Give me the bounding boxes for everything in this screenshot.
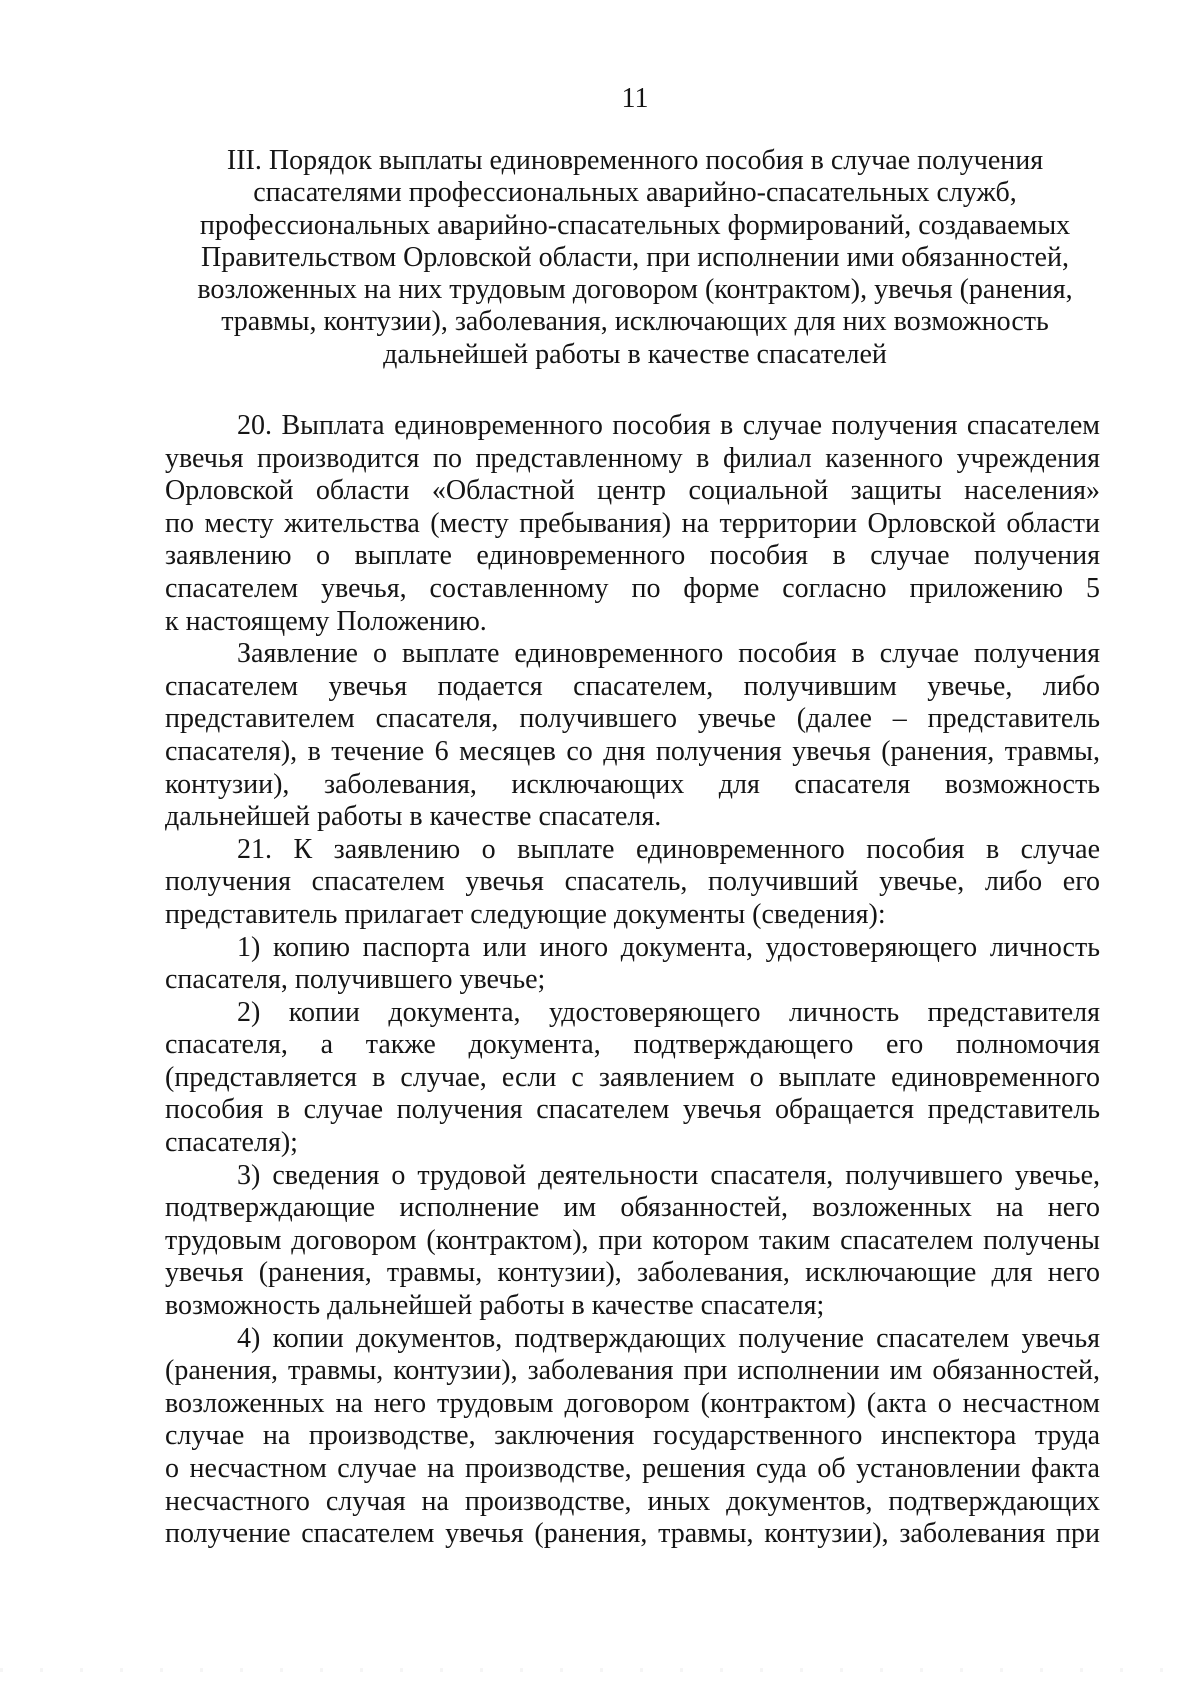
paragraph-line: 4) копии документов, подтверждающих получение спасателем увечья <box>237 1322 1100 1354</box>
paragraph-line: возможность дальнейшей работы в качестве спасателя; <box>165 1290 825 1322</box>
section-title-line: Правительством Орловской области, при исполнении ими обязанностей, <box>201 241 1069 273</box>
paragraph-line: увечья (ранения, травмы, контузии), заболевания, исключающие для него <box>165 1257 1100 1289</box>
paragraph-line: по месту жительства (месту пребывания) на территории Орловской области <box>165 507 1100 539</box>
paragraph-line: представитель прилагает следующие документы (сведения): <box>165 898 886 930</box>
section-title-line: спасателями профессиональных аварийно-спасательных служб, <box>253 177 1017 209</box>
paragraph <box>165 997 1100 1160</box>
document-body <box>165 410 1100 1551</box>
paragraph-line: 20. Выплата единовременного пособия в случае получения спасателем <box>237 410 1100 441</box>
paragraph-line: к настоящему Положению. <box>165 605 487 637</box>
paragraph-line: дальнейшей работы в качестве спасателя. <box>165 801 662 833</box>
paragraph-line: спасателя, а также документа, подтверждающего его полномочия <box>165 1029 1100 1061</box>
paragraph <box>165 834 1100 932</box>
paragraph-line: 21. К заявлению о выплате единовременного пособия в случае <box>237 833 1100 865</box>
paragraph <box>165 932 1100 997</box>
paragraph-line: спасателя), в течение 6 месяцев со дня получения увечья (ранения, травмы, <box>165 735 1100 767</box>
paragraph-line: (ранения, травмы, контузии), заболевания при исполнении им обязанностей, <box>165 1355 1100 1387</box>
paragraph-line: Заявление о выплате единовременного пособия в случае получения <box>237 638 1100 670</box>
section-title-line: травмы, контузии), заболевания, исключающих для них возможность <box>221 306 1049 338</box>
scan-artifact <box>0 1668 1200 1672</box>
paragraph-line: спасателя, получившего увечье; <box>165 964 546 996</box>
section-title-line: профессиональных аварийно-спасательных формирований, создаваемых <box>199 209 1071 241</box>
paragraph <box>165 410 1100 638</box>
section-title <box>165 145 1105 371</box>
paragraph-line: возложенных на него трудовым договором (контрактом) (акта о несчастном <box>165 1387 1100 1419</box>
section-title-line: III. Порядок выплаты единовременного пособия в случае получения <box>226 145 1044 176</box>
paragraph-line: Орловской области «Областной центр социальной защиты населения» <box>165 475 1100 507</box>
paragraph-line: (представляется в случае, если с заявлением о выплате единовременного <box>165 1061 1100 1093</box>
paragraph-line: 1) копию паспорта или иного документа, удостоверяющего личность <box>237 931 1100 963</box>
paragraph-line: 2) копии документа, удостоверяющего личность представителя <box>237 996 1100 1028</box>
section-title-line: возложенных на них трудовым договором (контрактом), увечья (ранения, <box>197 274 1073 306</box>
paragraph-line: несчастного случая на производстве, иных документов, подтверждающих <box>165 1485 1100 1517</box>
paragraph-line: получение спасателем увечья (ранения, травмы, контузии), заболевания при <box>165 1518 1100 1550</box>
paragraph-line: представителем спасателя, получившего увечье (далее – представитель <box>165 703 1100 735</box>
paragraph-line: спасателем увечья подается спасателем, получившим увечье, либо <box>165 670 1100 702</box>
section-title-line: дальнейшей работы в качестве спасателей <box>383 338 887 370</box>
paragraph-line: пособия в случае получения спасателем увечья обращается представитель <box>165 1094 1100 1126</box>
paragraph-line: контузии), заболевания, исключающих для спасателя возможность <box>165 768 1100 800</box>
paragraph-line: 3) сведения о трудовой деятельности спасателя, получившего увечье, <box>237 1159 1100 1191</box>
paragraph <box>165 1323 1100 1551</box>
paragraph-line: случае на производстве, заключения государственного инспектора труда <box>165 1420 1100 1452</box>
paragraph <box>165 638 1100 834</box>
paragraph-line: спасателем увечья, составленному по форме согласно приложению 5 <box>165 572 1100 604</box>
paragraph-line: увечья производится по представленному в филиал казенного учреждения <box>165 442 1100 474</box>
paragraph-line: трудовым договором (контрактом), при котором таким спасателем получены <box>165 1224 1100 1256</box>
paragraph-line: подтверждающие исполнение им обязанностей, возложенных на него <box>165 1192 1100 1224</box>
paragraph <box>165 1160 1100 1323</box>
paragraph-line: заявлению о выплате единовременного пособия в случае получения <box>165 540 1100 572</box>
page-number: 11 <box>621 83 649 114</box>
paragraph-line: спасателя); <box>165 1127 298 1159</box>
paragraph-line: о несчастном случае на производстве, решения суда об установлении факта <box>165 1453 1100 1484</box>
paragraph-line: получения спасателем увечья спасатель, получивший увечье, либо его <box>165 866 1100 898</box>
